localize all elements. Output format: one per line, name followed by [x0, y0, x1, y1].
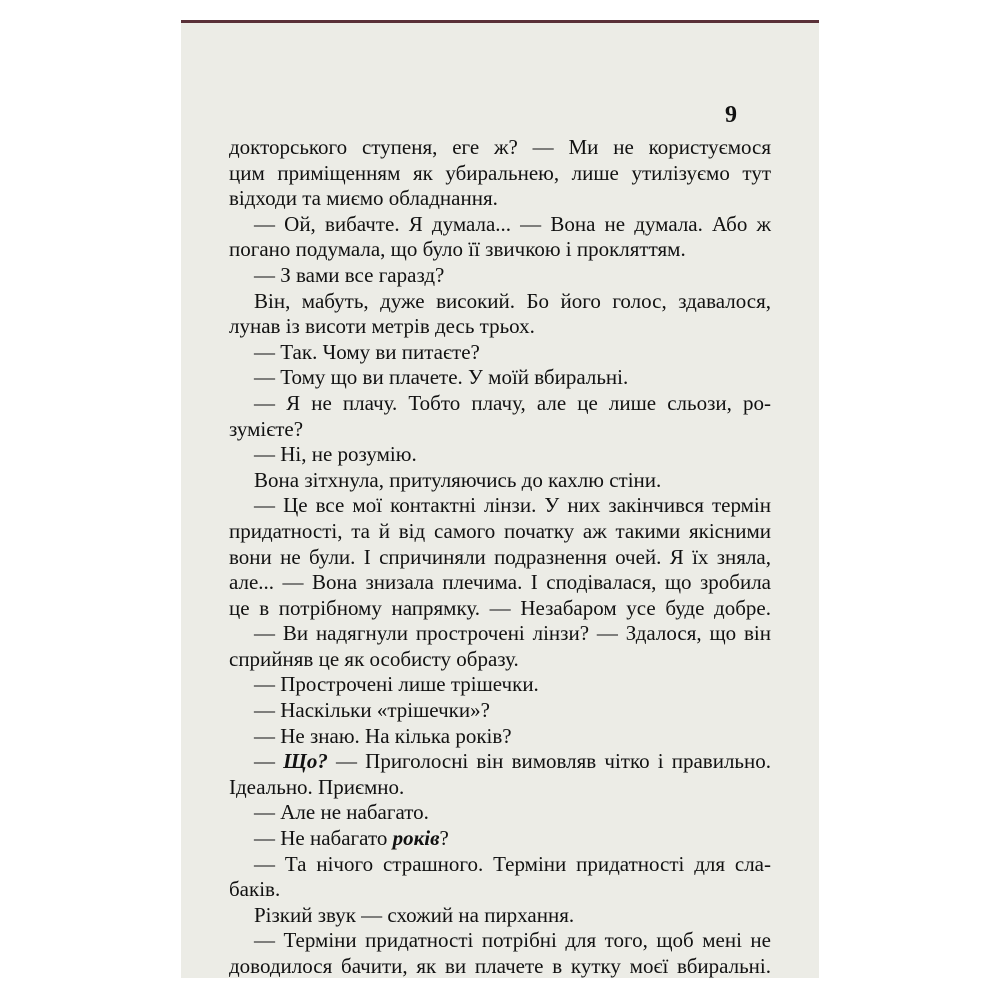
text-run: — Не знаю. На кілька років? [254, 723, 512, 748]
text-line [229, 391, 771, 417]
text-run: але... — Вона знизала плечима. І сподівалася, що зробила [229, 570, 771, 595]
book-page [181, 20, 819, 978]
text-line [229, 903, 771, 929]
text-run: — [254, 749, 284, 774]
text-line [229, 340, 771, 366]
text-line [229, 749, 771, 775]
page-number: 9 [725, 102, 737, 128]
text-line [229, 545, 771, 571]
text-line [229, 672, 771, 698]
text-run: Різкий звук — схожий на пирхання. [254, 902, 575, 927]
emphasis-text: років [392, 826, 440, 851]
text-run: — Наскільки «трішечки»? [254, 698, 490, 723]
text-run: доводилося бачити, як ви плачете в кутку моєї вбиральні. [229, 954, 771, 978]
text-run: сприйняв це як особисту образу. [229, 646, 519, 671]
text-line [229, 621, 771, 647]
text-run: — Ні, не розумію. [254, 442, 417, 467]
text-run: Ідеально. Приємно. [229, 774, 405, 799]
text-run: баків. [229, 877, 281, 902]
text-run: докторського ступеня, еге ж? — Ми не користуємося [229, 135, 771, 159]
text-line [229, 442, 771, 468]
text-line [229, 852, 771, 878]
text-run: Вона зітхнула, притуляючись до кахлю стіни. [254, 467, 662, 492]
text-line [229, 289, 771, 315]
text-line [229, 417, 771, 443]
text-line [229, 826, 771, 852]
text-run: зумієте? [229, 416, 304, 441]
text-run: відходи та миємо обладнання. [229, 186, 498, 211]
text-run: — Ви надягнули прострочені лінзи? — Здалося, що він [254, 621, 771, 646]
text-line [229, 212, 771, 238]
text-line [229, 186, 771, 212]
text-run: вони не були. І спричиняли подразнення очей. Я їх зняла, [229, 544, 771, 569]
text-run: Він, мабуть, дуже високий. Бо його голос, здавалося, [254, 288, 771, 313]
text-line [229, 314, 771, 340]
text-line [229, 954, 771, 980]
text-line [229, 161, 771, 187]
text-run: погано подумала, що було її звичкою і прокляттям. [229, 237, 686, 262]
text-line [229, 800, 771, 826]
text-line [229, 647, 771, 673]
text-line [229, 263, 771, 289]
body-text [229, 135, 771, 980]
text-line [229, 519, 771, 545]
text-run: це в потрібному напрямку. — Незабаром усе буде добре. [229, 595, 771, 620]
text-line [229, 468, 771, 494]
text-line [229, 775, 771, 801]
text-run: — Я не плачу. Тобто плачу, але це лише сльози, ро- [254, 390, 771, 415]
text-line [229, 596, 771, 622]
text-run: ? [439, 826, 449, 851]
text-line [229, 237, 771, 263]
text-line [229, 724, 771, 750]
text-line [229, 365, 771, 391]
text-run: — З вами все гаразд? [254, 262, 445, 287]
text-run: цим приміщенням як убиральнею, лише утилізуємо тут [229, 160, 771, 185]
text-run: — Ой, вибачте. Я думала... — Вона не думала. Або ж [254, 211, 771, 236]
text-line [229, 928, 771, 954]
text-run: — Не набагато [254, 826, 393, 851]
text-run: — Та нічого страшного. Терміни придатності для сла- [254, 851, 771, 876]
text-line [229, 698, 771, 724]
text-run: — Приголосні він вимовляв чітко і правильно. [327, 749, 772, 774]
text-run: — Терміни придатності потрібні для того, щоб мені не [254, 928, 771, 953]
text-line [229, 135, 771, 161]
text-run: придатності, та й від самого початку аж такими якісними [229, 518, 771, 543]
text-line [229, 570, 771, 596]
text-line [229, 877, 771, 903]
text-run: лунав із висоти метрів десь трьох. [229, 314, 535, 339]
text-run: — Так. Чому ви питаєте? [254, 339, 480, 364]
text-line [229, 493, 771, 519]
text-run: — Тому що ви плачете. У моїй вбиральні. [254, 365, 629, 390]
text-run: — Але не набагато. [254, 800, 429, 825]
emphasis-text: Що? [283, 749, 328, 774]
text-run: — Прострочені лише трішечки. [254, 672, 539, 697]
text-run: — Це все мої контактні лінзи. У них закінчився термін [254, 493, 771, 518]
